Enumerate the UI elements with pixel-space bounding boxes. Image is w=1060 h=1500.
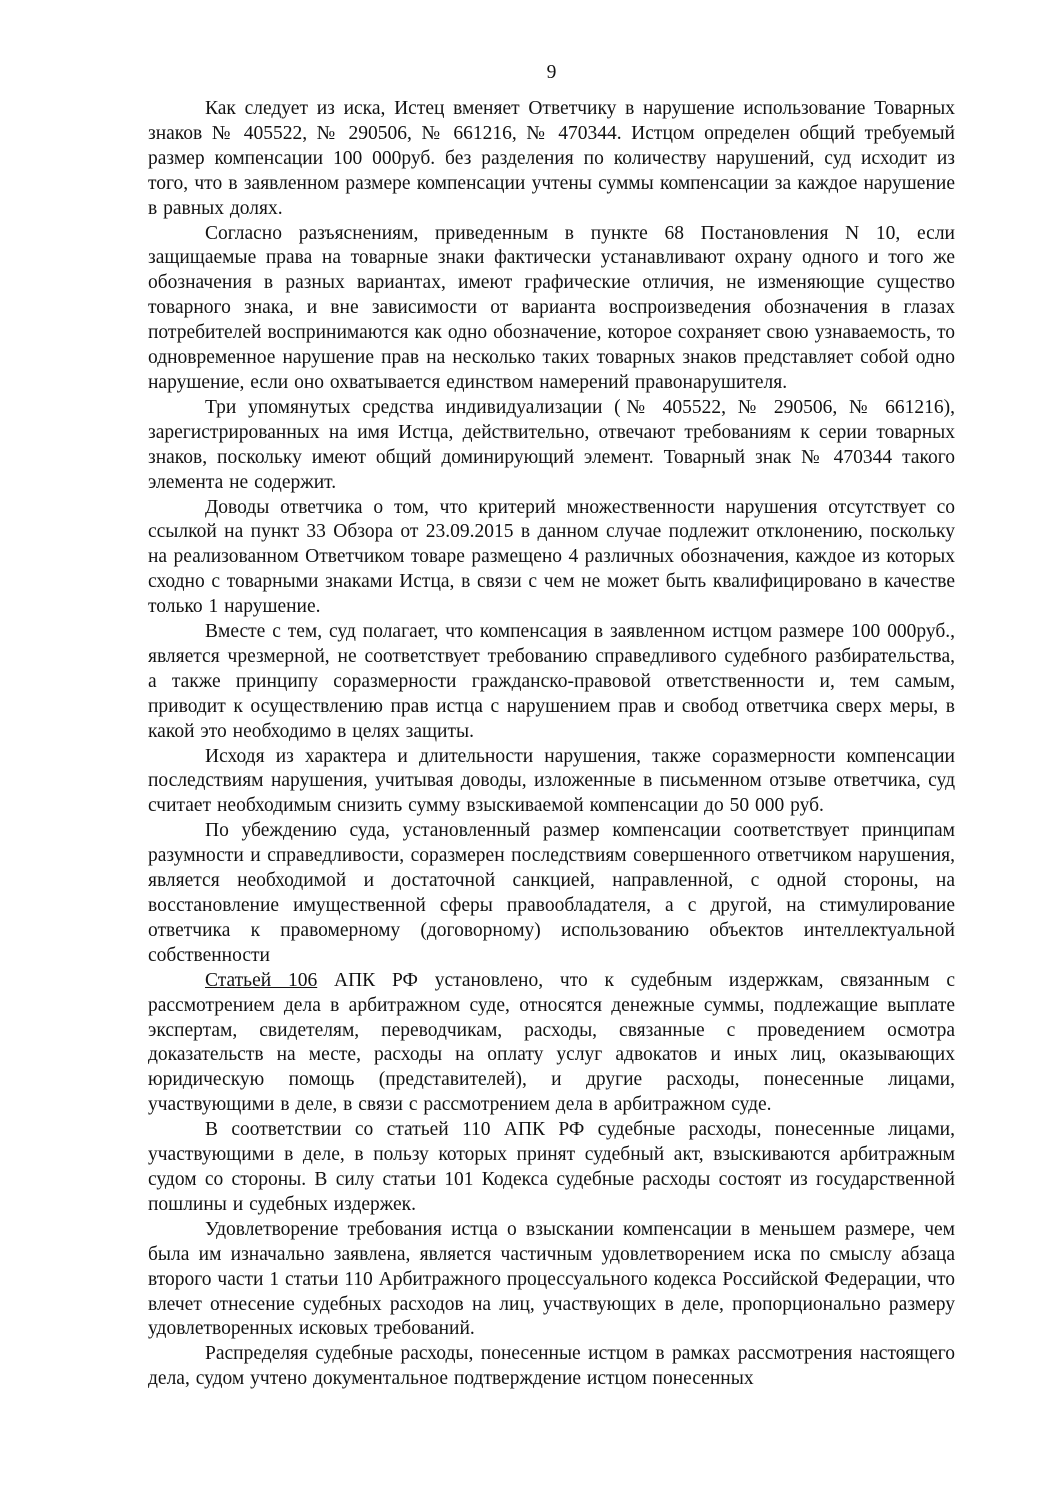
- paragraph: [148, 819, 955, 968]
- paragraph-text: Исходя из характера и длительности нарушения, также соразмерности компенсации последствиям нарушения, учитывая доводы, изложенные в письменном отзыве ответчика, суд считает необходимым снизить сумму взыскиваемой компенсации до 50 000 руб.: [148, 745, 955, 817]
- paragraph-text: Доводы ответчика о том, что критерий множественности нарушения отсутствует со ссылкой на пункт 33 Обзора от 23.09.2015 в данном случае подлежит отклонению, поскольку на реализованном Ответчиком товаре размещено 4 различных обозначения, каждое из которых сходно с товарными знаками Истца, в связи с чем не может быть квалифицировано в качестве только 1 нарушение.: [148, 496, 955, 618]
- paragraph: [148, 97, 955, 222]
- paragraph-text: Удовлетворение требования истца о взыскании компенсации в меньшем размере, чем была им изначально заявлена, является частичным удовлетворением иска по смыслу абзаца второго части 1 статьи 110 Арбитражного процессуального кодекса Российской Федерации, что влечет отнесение судебных расходов на лиц, участвующих в деле, пропорционально размеру удовлетворенных исковых требований.: [148, 1218, 955, 1340]
- paragraph: [148, 969, 955, 1118]
- paragraph-text: Согласно разъяснениям, приведенным в пункте 68 Постановления N 10, если защищаемые права на товарные знаки фактически устанавливают охрану одного и того же обозначения в разных вариантах, имеют графические отличия, не изменяющие существо товарного знака, и вне зависимости от варианта воспроизведения обозначения в глазах потребителей воспринимаются как одно обозначение, которое сохраняет свою узнаваемость, то одновременное нарушение прав на несколько таких товарных знаков представляет собой одно нарушение, если оно охватывается единством намерений правонарушителя.: [148, 222, 955, 393]
- paragraph-text: По убеждению суда, установленный размер компенсации соответствует принципам разумности и справедливости, соразмерен последствиям совершенного ответчиком нарушения, является необходимой и достаточной санкцией, направленной, с одной стороны, на восстановление имущественной сферы правообладателя, а с другой, на стимулирование ответчика к правомерному (договорному) использованию объектов интеллектуальной собственности: [148, 820, 955, 966]
- page-content: [148, 60, 955, 1392]
- paragraph-text: Вместе с тем, суд полагает, что компенсация в заявленном истцом размере 100 000руб., является чрезмерной, не соответствует требованию справедливого судебного разбирательства, а также принципу соразмерности гражданско-правовой ответственности и, тем самым, приводит к осуществлению прав истца с нарушением прав и свобод ответчика сверх меры, в какой это необходимо в целях защиты.: [148, 621, 955, 742]
- paragraph-text: АПК РФ установлено, что к судебным издержкам, связанным с рассмотрением дела в арбитражном суде, относятся денежные суммы, подлежащие выплате экспертам, свидетелям, переводчикам, расходы, связанные с проведением осмотра доказательств на месте, расходы на оплату услуг адвокатов и иных лиц, оказывающих юридическую помощь (представителей), и другие расходы, понесенные лицами, участвующими в деле, в связи с рассмотрением дела в арбитражном суде.: [148, 969, 955, 1116]
- paragraph: [148, 222, 955, 396]
- paragraph: [148, 1342, 955, 1392]
- paragraph: [148, 396, 955, 496]
- paragraph: [148, 1218, 955, 1343]
- paragraph: [148, 745, 955, 820]
- paragraph: [148, 1118, 955, 1218]
- paragraph: [148, 496, 955, 621]
- paragraph-text: Три упомянутых средства индивидуализации (№ 405522, № 290506, № 661216), зарегистрированных на имя Истца, действительно, отвечают требованиям к серии товарных знаков, поскольку имеют общий доминирующий элемент. Товарный знак № 470344 такого элемента не содержит.: [148, 396, 955, 493]
- paragraph-text: Как следует из иска, Истец вменяет Ответчику в нарушение использование Товарных знаков № 405522, № 290506, № 661216, № 470344. Истцом определен общий требуемый размер компенсации 100 000руб. без разделения по количеству нарушений, суд исходит из того, что в заявленном размере компенсации учтены суммы компенсации за каждое нарушение в равных долях.: [148, 98, 955, 219]
- paragraph-text: Распределяя судебные расходы, понесенные истцом в рамках рассмотрения настоящего дела, судом учтено документальное подтверждение истцом понесенных: [148, 1343, 955, 1390]
- paragraph-text: В соответствии со статьей 110 АПК РФ судебные расходы, понесенные лицами, участвующими в деле, в пользу которых принят судебный акт, взыскиваются арбитражным судом со стороны. В силу статьи 101 Кодекса судебные расходы состоят из государственной пошлины и судебных издержек.: [148, 1119, 955, 1215]
- paragraph: [148, 620, 955, 745]
- statute-reference-underlined: Статьей 106: [205, 969, 318, 991]
- page-number: 9: [546, 62, 557, 83]
